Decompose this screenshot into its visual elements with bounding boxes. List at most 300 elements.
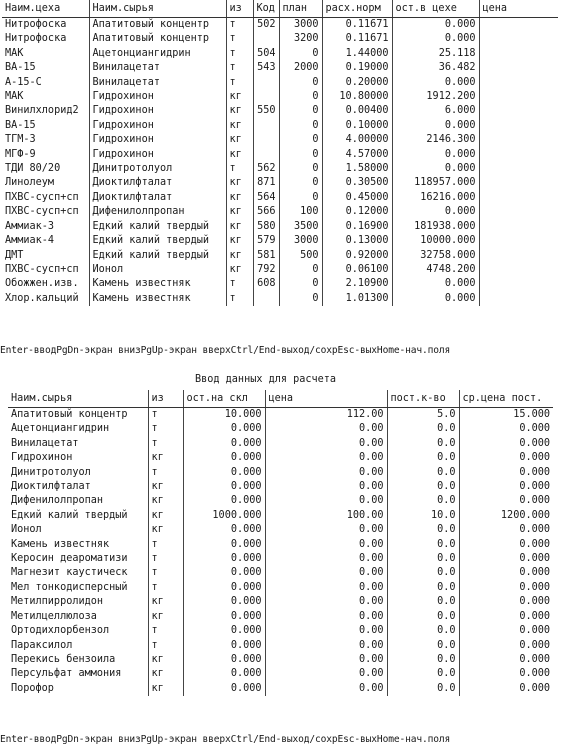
stock-cell[interactable]: 36.482	[392, 61, 479, 75]
unit-cell: кг	[148, 667, 183, 681]
column-header-unit: из	[148, 390, 183, 408]
norm-cell[interactable]: 0.00400	[322, 104, 392, 118]
stock-cell[interactable]: 4748.200	[392, 263, 479, 277]
incoming-qty-input[interactable]: 0.0	[387, 422, 459, 436]
material-cell: Диоктилфталат	[89, 176, 226, 190]
price-cell[interactable]	[479, 234, 558, 248]
warehouse-stock-input[interactable]: 0.000	[183, 566, 265, 580]
code-cell: 550	[253, 104, 279, 118]
column-header-price: цена	[479, 0, 558, 18]
code-cell: 504	[253, 47, 279, 61]
column-header-avg-price: ср.цена пост.	[459, 390, 553, 408]
price-input[interactable]: 0.00	[265, 595, 387, 609]
stock-cell[interactable]: 0.000	[392, 148, 479, 162]
stock-cell[interactable]: 0.000	[392, 162, 479, 176]
workshop-cell: ПХВС-сусп+сп	[5, 191, 79, 203]
column-header-code: Код	[253, 0, 279, 18]
table-row	[2, 104, 558, 118]
material-cell: Едкий калий твердый	[11, 509, 128, 521]
unit-cell: т	[148, 538, 183, 552]
table-row	[8, 480, 553, 494]
warehouse-stock-input[interactable]: 0.000	[183, 581, 265, 595]
plan-cell[interactable]: 3000	[279, 234, 322, 248]
material-cell: Метилцеллюлоза	[11, 610, 97, 622]
material-cell: Динитротолуол	[89, 162, 226, 176]
code-cell: 581	[253, 249, 279, 263]
unit-cell: кг	[226, 176, 253, 190]
price-cell[interactable]	[479, 205, 558, 219]
material-cell: Дифенилолпропан	[11, 495, 104, 507]
table-row	[8, 552, 553, 566]
table-row	[2, 263, 558, 277]
avg-price-input[interactable]: 0.000	[459, 422, 553, 436]
avg-price-input[interactable]: 0.000	[459, 624, 553, 638]
incoming-qty-input[interactable]: 0.0	[387, 653, 459, 667]
unit-cell: т	[226, 277, 253, 291]
price-input[interactable]: 0.00	[265, 667, 387, 681]
norm-cell[interactable]: 0.19000	[322, 61, 392, 75]
column-header-unit: из	[226, 0, 253, 18]
incoming-qty-input[interactable]: 0.0	[387, 523, 459, 537]
unit-cell: т	[148, 422, 183, 436]
plan-cell[interactable]: 0	[279, 90, 322, 104]
avg-price-input[interactable]: 0.000	[459, 682, 553, 696]
code-cell: 564	[253, 191, 279, 205]
plan-cell[interactable]: 2000	[279, 61, 322, 75]
norm-cell[interactable]: 4.57000	[322, 148, 392, 162]
unit-cell: т	[226, 162, 253, 176]
unit-cell: кг	[148, 523, 183, 537]
unit-cell: кг	[148, 480, 183, 494]
norm-cell[interactable]: 0.30500	[322, 176, 392, 190]
warehouse-stock-input[interactable]: 0.000	[183, 653, 265, 667]
unit-cell: т	[148, 566, 183, 580]
column-header-price: цена	[265, 390, 387, 408]
unit-cell: т	[226, 47, 253, 61]
price-cell[interactable]	[479, 162, 558, 176]
plan-cell[interactable]: 0	[279, 148, 322, 162]
keyboard-help-bar: Enter-вводPgDn-экран внизPgUp-экран вверхCtrl/End-выход/сохрEsc-выхHome-нач.поля	[0, 734, 451, 745]
price-cell[interactable]	[479, 104, 558, 118]
material-cell: Апатитовый концентр	[11, 409, 128, 420]
price-cell[interactable]	[479, 292, 558, 306]
price-input[interactable]: 100.00	[265, 509, 387, 523]
material-cell: Ортодихлорбензол	[11, 625, 110, 637]
price-input[interactable]: 0.00	[265, 538, 387, 552]
incoming-qty-input[interactable]: 0.0	[387, 610, 459, 624]
material-cell: Винилацетат	[89, 76, 226, 90]
price-cell[interactable]	[479, 18, 558, 33]
screen-caption: Ввод данных для расчета	[195, 374, 337, 385]
workshop-cell: Линолеум	[5, 177, 55, 189]
table-row	[8, 408, 553, 423]
column-header-workshop: Наим.цеха	[2, 0, 89, 18]
material-cell: Гидрохинон	[89, 119, 226, 133]
avg-price-input[interactable]: 0.000	[459, 538, 553, 552]
plan-cell[interactable]: 500	[279, 249, 322, 263]
stock-cell[interactable]: 2146.300	[392, 133, 479, 147]
warehouse-stock-input[interactable]: 0.000	[183, 595, 265, 609]
stock-cell[interactable]: 25.118	[392, 47, 479, 61]
material-cell: Ацетонциангидрин	[11, 423, 110, 435]
workshop-cell: Хлор.кальций	[5, 292, 79, 304]
workshop-cell: ВА-15	[5, 119, 36, 131]
table-row	[8, 523, 553, 537]
stock-cell[interactable]: 32758.000	[392, 249, 479, 263]
consumption-norms-screen	[0, 0, 561, 356]
table-row	[2, 148, 558, 162]
column-header-material: Наим.сырья	[89, 0, 226, 18]
code-cell	[253, 90, 279, 104]
norm-cell[interactable]: 10.80000	[322, 90, 392, 104]
unit-cell: кг	[226, 148, 253, 162]
material-cell: Динитротолуол	[11, 466, 91, 478]
warehouse-stock-input[interactable]: 0.000	[183, 523, 265, 537]
stock-cell[interactable]: 6.000	[392, 104, 479, 118]
unit-cell: т	[226, 18, 253, 33]
material-cell: Гидрохинон	[89, 148, 226, 162]
avg-price-input[interactable]: 15.000	[459, 408, 553, 423]
table-row	[8, 595, 553, 609]
price-cell[interactable]	[479, 47, 558, 61]
incoming-qty-input[interactable]: 0.0	[387, 581, 459, 595]
workshop-cell: ВА-15	[5, 62, 36, 74]
price-cell[interactable]	[479, 148, 558, 162]
norm-cell[interactable]: 0.10000	[322, 119, 392, 133]
table-row	[8, 422, 553, 436]
norm-cell[interactable]: 1.01300	[322, 292, 392, 306]
code-cell: 543	[253, 61, 279, 75]
price-input[interactable]: 0.00	[265, 682, 387, 696]
avg-price-input[interactable]: 0.000	[459, 595, 553, 609]
material-cell: Дифенилолпропан	[89, 205, 226, 219]
unit-cell: кг	[226, 133, 253, 147]
price-input[interactable]: 0.00	[265, 624, 387, 638]
norm-cell[interactable]: 0.12000	[322, 205, 392, 219]
incoming-qty-input[interactable]: 10.0	[387, 509, 459, 523]
table-header-row	[2, 0, 558, 18]
unit-cell: т	[148, 624, 183, 638]
material-cell: Метилпирролидон	[11, 596, 104, 608]
price-input[interactable]: 0.00	[265, 437, 387, 451]
workshop-cell: ПХВС-сусп+сп	[5, 263, 79, 275]
table-row	[2, 61, 558, 75]
price-input[interactable]: 0.00	[265, 639, 387, 653]
table-row	[2, 191, 558, 205]
avg-price-input[interactable]: 0.000	[459, 667, 553, 681]
warehouse-stock-input[interactable]: 0.000	[183, 552, 265, 566]
warehouse-stock-input[interactable]: 0.000	[183, 667, 265, 681]
price-input[interactable]: 0.00	[265, 451, 387, 465]
norm-cell[interactable]: 2.10900	[322, 277, 392, 291]
norm-cell[interactable]: 0.16900	[322, 220, 392, 234]
material-cell: Апатитовый концентр	[89, 32, 226, 46]
stock-cell[interactable]: 10000.000	[392, 234, 479, 248]
warehouse-stock-input[interactable]: 0.000	[183, 480, 265, 494]
stock-cell[interactable]: 0.000	[392, 205, 479, 219]
table-row	[2, 162, 558, 176]
avg-price-input[interactable]: 0.000	[459, 480, 553, 494]
table-row	[8, 437, 553, 451]
warehouse-stock-input[interactable]: 0.000	[183, 639, 265, 653]
plan-cell[interactable]: 0	[279, 162, 322, 176]
norm-cell[interactable]: 1.58000	[322, 162, 392, 176]
unit-cell: т	[226, 76, 253, 90]
incoming-qty-input[interactable]: 0.0	[387, 494, 459, 508]
unit-cell: кг	[148, 653, 183, 667]
column-header-plan: план	[279, 0, 322, 18]
unit-cell: т	[148, 552, 183, 566]
price-input[interactable]: 0.00	[265, 653, 387, 667]
warehouse-stock-input[interactable]: 0.000	[183, 624, 265, 638]
stock-cell[interactable]: 1912.200	[392, 90, 479, 104]
warehouse-stock-input[interactable]: 0.000	[183, 451, 265, 465]
consumption-norms-table	[2, 0, 558, 306]
warehouse-stock-input[interactable]: 0.000	[183, 494, 265, 508]
warehouse-stock-input[interactable]: 0.000	[183, 466, 265, 480]
incoming-qty-input[interactable]: 0.0	[387, 552, 459, 566]
unit-cell: кг	[226, 191, 253, 205]
price-cell[interactable]	[479, 191, 558, 205]
price-input[interactable]: 0.00	[265, 494, 387, 508]
price-cell[interactable]	[479, 176, 558, 190]
incoming-qty-input[interactable]: 0.0	[387, 466, 459, 480]
table-header-row	[8, 390, 553, 408]
price-cell[interactable]	[479, 263, 558, 277]
code-cell	[253, 32, 279, 46]
table-row	[8, 538, 553, 552]
unit-cell: кг	[148, 451, 183, 465]
price-input[interactable]: 0.00	[265, 480, 387, 494]
avg-price-input[interactable]: 1200.000	[459, 509, 553, 523]
column-header-warehouse-stock: ост.на скл	[183, 390, 265, 408]
stock-cell[interactable]: 181938.000	[392, 220, 479, 234]
price-input[interactable]: 0.00	[265, 523, 387, 537]
material-cell: Перекись бензоила	[11, 653, 116, 665]
norm-cell[interactable]: 1.44000	[322, 47, 392, 61]
material-cell: Ионол	[89, 263, 226, 277]
code-cell: 562	[253, 162, 279, 176]
price-input[interactable]: 0.00	[265, 422, 387, 436]
data-entry-screen	[0, 372, 561, 745]
plan-cell[interactable]: 100	[279, 205, 322, 219]
price-input[interactable]: 0.00	[265, 552, 387, 566]
stock-cell[interactable]: 0.000	[392, 119, 479, 133]
incoming-qty-input[interactable]: 0.0	[387, 538, 459, 552]
column-header-norm: расх.норм	[322, 0, 392, 18]
material-cell: Параксилол	[11, 639, 73, 651]
incoming-qty-input[interactable]: 0.0	[387, 595, 459, 609]
table-row	[2, 90, 558, 104]
price-input[interactable]: 0.00	[265, 466, 387, 480]
material-cell: Ионол	[11, 524, 42, 536]
table-row	[8, 494, 553, 508]
price-input[interactable]: 112.00	[265, 408, 387, 423]
table-row	[2, 205, 558, 219]
code-cell	[253, 148, 279, 162]
table-row	[2, 133, 558, 147]
material-cell: Камень известняк	[11, 538, 110, 550]
warehouse-stock-input[interactable]: 1000.000	[183, 509, 265, 523]
table-row	[2, 176, 558, 190]
avg-price-input[interactable]: 0.000	[459, 552, 553, 566]
table-row	[2, 47, 558, 61]
stock-cell[interactable]: 0.000	[392, 18, 479, 33]
material-cell: Магнезит каустическ	[11, 567, 128, 579]
workshop-cell: МАК	[5, 47, 24, 59]
avg-price-input[interactable]: 0.000	[459, 451, 553, 465]
material-cell: Керосин деароматизи	[11, 553, 128, 565]
table-row	[2, 220, 558, 234]
price-cell[interactable]	[479, 90, 558, 104]
plan-cell[interactable]: 0	[279, 176, 322, 190]
unit-cell: т	[226, 292, 253, 306]
plan-cell[interactable]: 0	[279, 104, 322, 118]
plan-cell[interactable]: 3500	[279, 220, 322, 234]
unit-cell: кг	[148, 494, 183, 508]
stock-cell[interactable]: 16216.000	[392, 191, 479, 205]
material-cell: Мел тонкодисперсный	[11, 581, 128, 593]
incoming-qty-input[interactable]: 0.0	[387, 624, 459, 638]
table-row	[2, 119, 558, 133]
norm-cell[interactable]: 0.13000	[322, 234, 392, 248]
price-input[interactable]: 0.00	[265, 581, 387, 595]
warehouse-stock-input[interactable]: 0.000	[183, 682, 265, 696]
avg-price-input[interactable]: 0.000	[459, 466, 553, 480]
warehouse-stock-input[interactable]: 0.000	[183, 422, 265, 436]
avg-price-input[interactable]: 0.000	[459, 437, 553, 451]
norm-cell[interactable]: 0.45000	[322, 191, 392, 205]
price-cell[interactable]	[479, 133, 558, 147]
incoming-qty-input[interactable]: 0.0	[387, 437, 459, 451]
price-cell[interactable]	[479, 220, 558, 234]
table-row	[2, 292, 558, 306]
material-cell: Гидрохинон	[89, 133, 226, 147]
plan-cell[interactable]: 0	[279, 47, 322, 61]
plan-cell[interactable]: 0	[279, 277, 322, 291]
unit-cell: кг	[226, 205, 253, 219]
norm-cell[interactable]: 0.11671	[322, 32, 392, 46]
material-cell: Едкий калий твердый	[89, 220, 226, 234]
stock-cell[interactable]: 0.000	[392, 76, 479, 90]
workshop-cell: ПХВС-сусп+сп	[5, 206, 79, 218]
stock-cell[interactable]: 118957.000	[392, 176, 479, 190]
warehouse-stock-input[interactable]: 0.000	[183, 610, 265, 624]
incoming-qty-input[interactable]: 5.0	[387, 408, 459, 423]
stock-cell[interactable]: 0.000	[392, 292, 479, 306]
code-cell: 871	[253, 176, 279, 190]
plan-cell[interactable]: 0	[279, 133, 322, 147]
incoming-qty-input[interactable]: 0.0	[387, 682, 459, 696]
unit-cell: т	[226, 61, 253, 75]
workshop-cell: Нитрофоска	[5, 33, 67, 45]
plan-cell[interactable]: 0	[279, 119, 322, 133]
plan-cell[interactable]: 0	[279, 292, 322, 306]
avg-price-input[interactable]: 0.000	[459, 639, 553, 653]
data-entry-table	[8, 390, 553, 696]
material-cell: Винилацетат	[11, 437, 79, 449]
material-cell: Гидрохинон	[11, 452, 73, 464]
table-row	[2, 76, 558, 90]
code-cell: 502	[253, 18, 279, 33]
table-row	[2, 277, 558, 291]
column-header-stock: ост.в цехе	[392, 0, 479, 18]
incoming-qty-input[interactable]: 0.0	[387, 667, 459, 681]
avg-price-input[interactable]: 0.000	[459, 653, 553, 667]
incoming-qty-input[interactable]: 0.0	[387, 566, 459, 580]
unit-cell: кг	[148, 610, 183, 624]
unit-cell: кг	[148, 682, 183, 696]
workshop-cell: Нитрофоска	[5, 19, 67, 30]
workshop-cell: ТДИ 80/20	[5, 163, 61, 175]
table-row	[8, 624, 553, 638]
avg-price-input[interactable]: 0.000	[459, 610, 553, 624]
price-cell[interactable]	[479, 277, 558, 291]
price-cell[interactable]	[479, 249, 558, 263]
unit-cell: кг	[148, 595, 183, 609]
table-row	[8, 466, 553, 480]
code-cell	[253, 292, 279, 306]
code-cell: 792	[253, 263, 279, 277]
norm-cell[interactable]: 0.11671	[322, 18, 392, 33]
keyboard-help-bar: Enter-вводPgDn-экран внизPgUp-экран вверхCtrl/End-выход/сохрEsc-выхHome-нач.поля	[0, 345, 451, 356]
norm-cell[interactable]: 0.06100	[322, 263, 392, 277]
plan-cell[interactable]: 0	[279, 263, 322, 277]
price-input[interactable]: 0.00	[265, 566, 387, 580]
material-cell: Апатитовый концентр	[89, 18, 226, 33]
avg-price-input[interactable]: 0.000	[459, 494, 553, 508]
avg-price-input[interactable]: 0.000	[459, 523, 553, 537]
plan-cell[interactable]: 3000	[279, 18, 322, 33]
norm-cell[interactable]: 4.00000	[322, 133, 392, 147]
table-row	[8, 566, 553, 580]
code-cell	[253, 119, 279, 133]
price-cell[interactable]	[479, 76, 558, 90]
price-cell[interactable]	[479, 32, 558, 46]
plan-cell[interactable]: 3200	[279, 32, 322, 46]
unit-cell: кг	[226, 249, 253, 263]
incoming-qty-input[interactable]: 0.0	[387, 451, 459, 465]
unit-cell: кг	[226, 104, 253, 118]
unit-cell: кг	[148, 509, 183, 523]
avg-price-input[interactable]: 0.000	[459, 581, 553, 595]
code-cell	[253, 76, 279, 90]
incoming-qty-input[interactable]: 0.0	[387, 480, 459, 494]
norm-cell[interactable]: 0.92000	[322, 249, 392, 263]
unit-cell: кг	[226, 263, 253, 277]
price-cell[interactable]	[479, 119, 558, 133]
unit-cell: т	[226, 32, 253, 46]
incoming-qty-input[interactable]: 0.0	[387, 639, 459, 653]
unit-cell: т	[148, 639, 183, 653]
stock-cell[interactable]: 0.000	[392, 32, 479, 46]
price-input[interactable]: 0.00	[265, 610, 387, 624]
code-cell: 579	[253, 234, 279, 248]
price-cell[interactable]	[479, 61, 558, 75]
warehouse-stock-input[interactable]: 10.000	[183, 408, 265, 423]
warehouse-stock-input[interactable]: 0.000	[183, 538, 265, 552]
workshop-cell: ТГМ-3	[5, 134, 36, 146]
table-row	[8, 610, 553, 624]
norm-cell[interactable]: 0.20000	[322, 76, 392, 90]
plan-cell[interactable]: 0	[279, 76, 322, 90]
material-cell: Едкий калий твердый	[89, 249, 226, 263]
workshop-cell: Винилхлорид2	[5, 105, 79, 117]
warehouse-stock-input[interactable]: 0.000	[183, 437, 265, 451]
avg-price-input[interactable]: 0.000	[459, 566, 553, 580]
stock-cell[interactable]: 0.000	[392, 277, 479, 291]
plan-cell[interactable]: 0	[279, 191, 322, 205]
